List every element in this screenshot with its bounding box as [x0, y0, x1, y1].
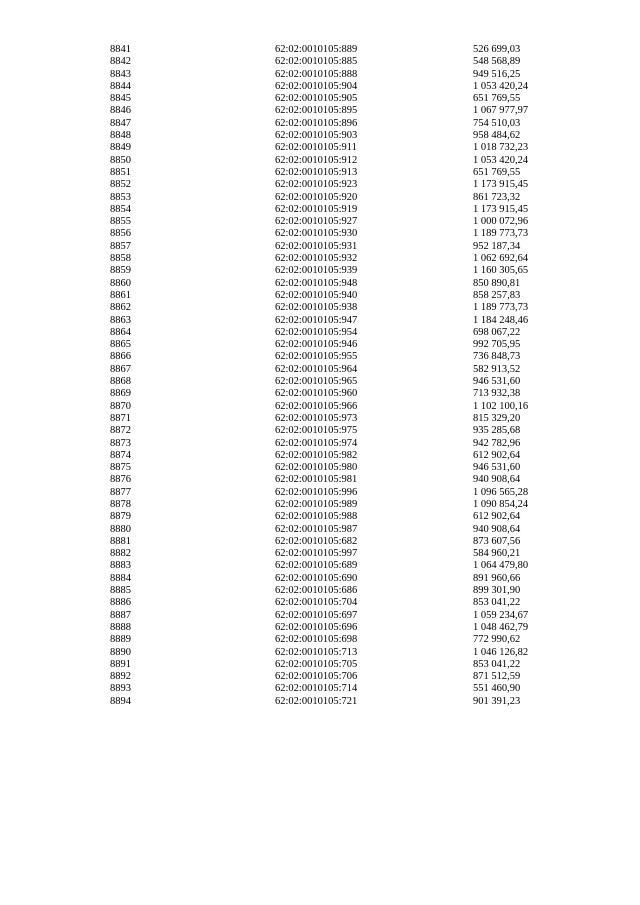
cadastral-value: 861 723,32	[473, 191, 521, 203]
row-number: 8889	[110, 634, 131, 646]
cadastral-number: 62:02:0010105:904	[275, 80, 358, 92]
row-number: 8891	[110, 658, 131, 670]
table-row	[110, 450, 593, 462]
cadastral-value: 736 848,73	[473, 351, 521, 363]
table-row	[110, 142, 593, 154]
table-row	[110, 401, 593, 413]
table-row	[110, 327, 593, 339]
row-number: 8887	[110, 609, 131, 621]
row-number: 8860	[110, 277, 131, 289]
cadastral-number: 62:02:0010105:721	[275, 695, 358, 707]
cadastral-value: 1 046 126,82	[473, 646, 529, 658]
cadastral-value: 853 041,22	[473, 597, 521, 609]
cadastral-number: 62:02:0010105:705	[275, 658, 358, 670]
cadastral-number: 62:02:0010105:940	[275, 289, 358, 301]
cadastral-value: 891 960,66	[473, 572, 521, 584]
table-row	[110, 351, 593, 363]
row-number: 8855	[110, 216, 131, 228]
table-row	[110, 278, 593, 290]
cadastral-value: 1 048 462,79	[473, 621, 529, 633]
cadastral-number: 62:02:0010105:996	[275, 486, 358, 498]
cadastral-number: 62:02:0010105:896	[275, 117, 358, 129]
cadastral-value: 1 096 565,28	[473, 486, 529, 498]
cadastral-value: 1 053 420,24	[473, 80, 529, 92]
cadastral-number: 62:02:0010105:981	[275, 474, 358, 486]
cadastral-number: 62:02:0010105:686	[275, 585, 358, 597]
cadastral-value: 850 890,81	[473, 277, 521, 289]
cadastral-number: 62:02:0010105:895	[275, 105, 358, 117]
table-row	[110, 610, 593, 622]
row-number: 8867	[110, 363, 131, 375]
cadastral-value: 1 173 915,45	[473, 179, 529, 191]
cadastral-number: 62:02:0010105:905	[275, 93, 358, 105]
row-number: 8846	[110, 105, 131, 117]
row-number: 8848	[110, 130, 131, 142]
row-number: 8894	[110, 695, 131, 707]
cadastral-number: 62:02:0010105:975	[275, 425, 358, 437]
row-number: 8861	[110, 289, 131, 301]
table-row	[110, 155, 593, 167]
cadastral-value: 1 064 479,80	[473, 560, 529, 572]
table-row	[110, 253, 593, 265]
cadastral-number: 62:02:0010105:713	[275, 646, 358, 658]
cadastral-number: 62:02:0010105:954	[275, 326, 358, 338]
cadastral-number: 62:02:0010105:989	[275, 498, 358, 510]
table-row	[110, 548, 593, 560]
cadastral-value: 1 173 915,45	[473, 203, 529, 215]
cadastral-value: 1 059 234,67	[473, 609, 529, 621]
cadastral-value: 1 102 100,16	[473, 400, 529, 412]
table-row	[110, 696, 593, 708]
cadastral-number: 62:02:0010105:965	[275, 376, 358, 388]
cadastral-value: 551 460,90	[473, 683, 521, 695]
row-number: 8849	[110, 142, 131, 154]
cadastral-value: 952 187,34	[473, 240, 521, 252]
table-row	[110, 388, 593, 400]
cadastral-value: 873 607,56	[473, 535, 521, 547]
cadastral-number: 62:02:0010105:946	[275, 339, 358, 351]
cadastral-number: 62:02:0010105:912	[275, 154, 358, 166]
cadastral-value: 815 329,20	[473, 412, 521, 424]
cadastral-value: 1 160 305,65	[473, 265, 529, 277]
cadastral-number: 62:02:0010105:939	[275, 265, 358, 277]
table-row	[110, 216, 593, 228]
cadastral-value-table	[110, 44, 593, 708]
table-row	[110, 56, 593, 68]
row-number: 8869	[110, 388, 131, 400]
table-row	[110, 683, 593, 695]
cadastral-number: 62:02:0010105:931	[275, 240, 358, 252]
cadastral-value: 942 782,96	[473, 437, 521, 449]
cadastral-value: 992 705,95	[473, 339, 521, 351]
cadastral-number: 62:02:0010105:974	[275, 437, 358, 449]
cadastral-number: 62:02:0010105:932	[275, 253, 358, 265]
cadastral-number: 62:02:0010105:960	[275, 388, 358, 400]
cadastral-number: 62:02:0010105:955	[275, 351, 358, 363]
row-number: 8865	[110, 339, 131, 351]
cadastral-value: 1 053 420,24	[473, 154, 529, 166]
table-row	[110, 659, 593, 671]
cadastral-number: 62:02:0010105:988	[275, 511, 358, 523]
cadastral-value: 612 902,64	[473, 511, 521, 523]
cadastral-number: 62:02:0010105:888	[275, 68, 358, 80]
row-number: 8884	[110, 572, 131, 584]
cadastral-number: 62:02:0010105:920	[275, 191, 358, 203]
row-number: 8854	[110, 203, 131, 215]
cadastral-value: 1 018 732,23	[473, 142, 529, 154]
table-row	[110, 290, 593, 302]
table-row	[110, 81, 593, 93]
cadastral-number: 62:02:0010105:947	[275, 314, 358, 326]
cadastral-number: 62:02:0010105:698	[275, 634, 358, 646]
row-number: 8881	[110, 535, 131, 547]
cadastral-value: 1 189 773,73	[473, 302, 529, 314]
cadastral-number: 62:02:0010105:930	[275, 228, 358, 240]
table-row	[110, 462, 593, 474]
row-number: 8844	[110, 80, 131, 92]
row-number: 8870	[110, 400, 131, 412]
cadastral-number: 62:02:0010105:913	[275, 166, 358, 178]
cadastral-value: 584 960,21	[473, 548, 521, 560]
row-number: 8876	[110, 474, 131, 486]
cadastral-number: 62:02:0010105:964	[275, 363, 358, 375]
cadastral-number: 62:02:0010105:889	[275, 44, 358, 55]
table-row	[110, 524, 593, 536]
row-number: 8842	[110, 56, 131, 68]
table-row	[110, 204, 593, 216]
row-number: 8886	[110, 597, 131, 609]
cadastral-number: 62:02:0010105:973	[275, 412, 358, 424]
cadastral-value: 754 510,03	[473, 117, 521, 129]
cadastral-number: 62:02:0010105:966	[275, 400, 358, 412]
table-row	[110, 622, 593, 634]
row-number: 8893	[110, 683, 131, 695]
table-row	[110, 487, 593, 499]
cadastral-value: 940 908,64	[473, 523, 521, 535]
row-number: 8866	[110, 351, 131, 363]
table-row	[110, 130, 593, 142]
table-row	[110, 536, 593, 548]
cadastral-number: 62:02:0010105:948	[275, 277, 358, 289]
table-row	[110, 192, 593, 204]
table-row	[110, 265, 593, 277]
row-number: 8853	[110, 191, 131, 203]
row-number: 8845	[110, 93, 131, 105]
cadastral-value: 612 902,64	[473, 449, 521, 461]
table-row	[110, 105, 593, 117]
cadastral-number: 62:02:0010105:704	[275, 597, 358, 609]
table-row	[110, 69, 593, 81]
table-row	[110, 315, 593, 327]
table-row	[110, 560, 593, 572]
table-row	[110, 376, 593, 388]
table-row	[110, 634, 593, 646]
row-number: 8882	[110, 548, 131, 560]
table-row	[110, 647, 593, 659]
row-number: 8852	[110, 179, 131, 191]
cadastral-value: 858 257,83	[473, 289, 521, 301]
table-row	[110, 499, 593, 511]
cadastral-value: 899 301,90	[473, 585, 521, 597]
cadastral-number: 62:02:0010105:706	[275, 671, 358, 683]
table-row	[110, 364, 593, 376]
row-number: 8850	[110, 154, 131, 166]
cadastral-number: 62:02:0010105:714	[275, 683, 358, 695]
table-row	[110, 573, 593, 585]
table-row	[110, 118, 593, 130]
table-row	[110, 585, 593, 597]
table-row	[110, 413, 593, 425]
cadastral-number: 62:02:0010105:682	[275, 535, 358, 547]
row-number: 8890	[110, 646, 131, 658]
row-number: 8878	[110, 498, 131, 510]
table-row	[110, 438, 593, 450]
table-row	[110, 671, 593, 683]
row-number: 8883	[110, 560, 131, 572]
row-number: 8847	[110, 117, 131, 129]
cadastral-value: 946 531,60	[473, 376, 521, 388]
cadastral-number: 62:02:0010105:689	[275, 560, 358, 572]
cadastral-value: 1 062 692,64	[473, 253, 529, 265]
cadastral-number: 62:02:0010105:885	[275, 56, 358, 68]
cadastral-value: 1 184 248,46	[473, 314, 529, 326]
cadastral-value: 1 090 854,24	[473, 498, 529, 510]
row-number: 8885	[110, 585, 131, 597]
table-row	[110, 474, 593, 486]
cadastral-number: 62:02:0010105:903	[275, 130, 358, 142]
cadastral-value: 946 531,60	[473, 462, 521, 474]
row-number: 8874	[110, 449, 131, 461]
cadastral-value: 651 769,55	[473, 166, 521, 178]
cadastral-value: 853 041,22	[473, 658, 521, 670]
cadastral-number: 62:02:0010105:690	[275, 572, 358, 584]
row-number: 8858	[110, 253, 131, 265]
table-row	[110, 302, 593, 314]
cadastral-value: 1 067 977,97	[473, 105, 529, 117]
cadastral-value: 940 908,64	[473, 474, 521, 486]
row-number: 8892	[110, 671, 131, 683]
cadastral-value: 526 699,03	[473, 44, 521, 55]
cadastral-value: 1 189 773,73	[473, 228, 529, 240]
cadastral-value: 949 516,25	[473, 68, 521, 80]
table-row	[110, 179, 593, 191]
row-number: 8879	[110, 511, 131, 523]
cadastral-value: 548 568,89	[473, 56, 521, 68]
table-row	[110, 241, 593, 253]
row-number: 8862	[110, 302, 131, 314]
table-row	[110, 339, 593, 351]
row-number: 8841	[110, 44, 131, 55]
row-number: 8871	[110, 412, 131, 424]
cadastral-number: 62:02:0010105:923	[275, 179, 358, 191]
row-number: 8857	[110, 240, 131, 252]
cadastral-value: 871 512,59	[473, 671, 521, 683]
row-number: 8864	[110, 326, 131, 338]
row-number: 8851	[110, 166, 131, 178]
table-row	[110, 167, 593, 179]
table-row	[110, 597, 593, 609]
table-row	[110, 44, 593, 56]
cadastral-value: 651 769,55	[473, 93, 521, 105]
table-row	[110, 511, 593, 523]
row-number: 8880	[110, 523, 131, 535]
cadastral-number: 62:02:0010105:982	[275, 449, 358, 461]
table-row	[110, 228, 593, 240]
cadastral-number: 62:02:0010105:919	[275, 203, 358, 215]
table-row	[110, 425, 593, 437]
row-number: 8875	[110, 462, 131, 474]
cadastral-number: 62:02:0010105:987	[275, 523, 358, 535]
row-number: 8863	[110, 314, 131, 326]
row-number: 8856	[110, 228, 131, 240]
cadastral-number: 62:02:0010105:938	[275, 302, 358, 314]
cadastral-value: 698 067,22	[473, 326, 521, 338]
cadastral-value: 901 391,23	[473, 695, 521, 707]
table-body	[110, 44, 593, 708]
cadastral-number: 62:02:0010105:927	[275, 216, 358, 228]
cadastral-number: 62:02:0010105:696	[275, 621, 358, 633]
table-row	[110, 93, 593, 105]
cadastral-value: 713 932,38	[473, 388, 521, 400]
row-number: 8877	[110, 486, 131, 498]
cadastral-value: 772 990,62	[473, 634, 521, 646]
row-number: 8872	[110, 425, 131, 437]
cadastral-value: 958 484,62	[473, 130, 521, 142]
row-number: 8859	[110, 265, 131, 277]
row-number: 8868	[110, 376, 131, 388]
cadastral-number: 62:02:0010105:697	[275, 609, 358, 621]
cadastral-value: 935 285,68	[473, 425, 521, 437]
cadastral-number: 62:02:0010105:980	[275, 462, 358, 474]
cadastral-value: 582 913,52	[473, 363, 521, 375]
row-number: 8873	[110, 437, 131, 449]
cadastral-value: 1 000 072,96	[473, 216, 529, 228]
row-number: 8888	[110, 621, 131, 633]
cadastral-number: 62:02:0010105:911	[275, 142, 357, 154]
row-number: 8843	[110, 68, 131, 80]
cadastral-number: 62:02:0010105:997	[275, 548, 358, 560]
